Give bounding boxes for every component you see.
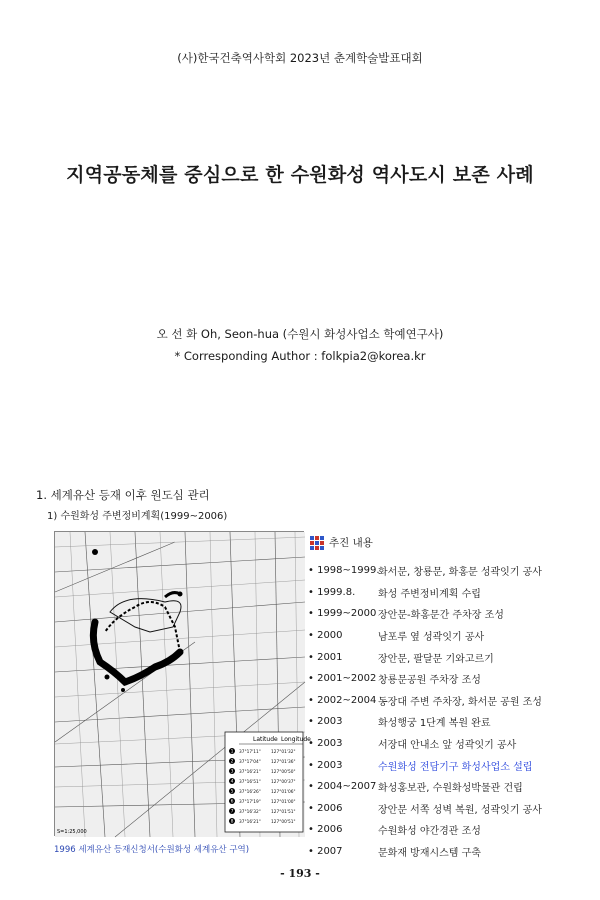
legend-lat: 37°16'51" xyxy=(239,780,261,785)
timeline-item xyxy=(308,603,598,625)
legend-num: 8 xyxy=(230,819,234,825)
timeline-item xyxy=(308,582,598,604)
timeline-year: • 2002~2004 xyxy=(308,694,377,706)
legend-lon: 127°01'06" xyxy=(271,790,296,795)
timeline-year: • 2003 xyxy=(308,716,343,728)
timeline-year: • 2001 xyxy=(308,651,343,663)
legend-lat: 37°17'04" xyxy=(239,760,261,765)
timeline-item xyxy=(308,776,598,798)
legend-num: 7 xyxy=(230,809,234,815)
timeline-item xyxy=(308,733,598,755)
timeline-year: • 2001~2002 xyxy=(308,673,377,685)
timeline-event: 동장대 주변 주차장, 화서문 공원 조성 xyxy=(378,696,542,708)
timeline-event: 화성 주변정비계획 수립 xyxy=(378,588,481,600)
legend-lat: 37°17'11" xyxy=(239,750,261,755)
subsection-heading: 1) 수원화성 주변정비계획(1999~2006) xyxy=(47,511,228,522)
legend-num: 5 xyxy=(230,789,234,795)
legend-num: 6 xyxy=(230,799,234,805)
timeline-event: 창룡문공원 주차장 조성 xyxy=(378,675,481,687)
legend-num: 3 xyxy=(230,769,234,775)
timeline-item xyxy=(308,690,598,712)
timeline-year: • 2007 xyxy=(308,846,343,858)
promotion-timeline xyxy=(308,560,598,862)
legend-lon: 127°01'32" xyxy=(271,750,296,755)
corresponding-author: * Corresponding Author : folkpia2@korea.kr xyxy=(174,349,426,363)
legend-lon: 127°00'37" xyxy=(271,780,296,785)
timeline-year: • 1999.8. xyxy=(308,586,356,598)
timeline-event: 남포루 옆 성곽잇기 공사 xyxy=(378,632,485,644)
timeline-item xyxy=(308,668,598,690)
timeline-event: 서장대 안내소 앞 성곽잇기 공사 xyxy=(378,740,517,752)
legend-lon: 127°01'36" xyxy=(271,760,296,765)
legend-num: 2 xyxy=(230,759,234,765)
map-caption: 1996 세계유산 등재신청서(수원화성 세계유산 구역) xyxy=(54,845,250,855)
timeline-event: 문화재 방재시스템 구축 xyxy=(378,848,481,860)
timeline-item xyxy=(308,560,598,582)
timeline-item xyxy=(308,754,598,776)
page-number: - 193 - xyxy=(280,867,320,880)
promotion-label-text: 추진 내용 xyxy=(329,537,373,549)
timeline-item xyxy=(308,625,598,647)
timeline-event: 장안문 서쪽 성벽 복원, 성곽잇기 공사 xyxy=(378,804,542,816)
legend-lon: 127°00'50" xyxy=(271,770,296,775)
timeline-year: • 1998~1999. xyxy=(308,565,380,577)
map-scale: S=1:25,000 xyxy=(57,829,87,835)
legend-header-lon: Longitude xyxy=(281,736,311,743)
timeline-event: 장안문, 팔달문 기와고르기 xyxy=(378,653,494,665)
legend-lon: 127°00'51" xyxy=(271,820,296,825)
legend-num: 1 xyxy=(230,749,234,755)
legend-lat: 37°17'19" xyxy=(239,800,261,805)
timeline-item xyxy=(308,841,598,863)
timeline-year: • 2000 xyxy=(308,630,343,642)
timeline-event: 화성홍보관, 수원화성박물관 건립 xyxy=(378,783,523,795)
conference-header: (사)한국건축역사학회 2023년 춘계학술발표대회 xyxy=(177,51,423,65)
legend-lat: 37°16'21" xyxy=(239,820,261,825)
timeline-event: 화서문, 창룡문, 화홍문 성곽잇기 공사 xyxy=(378,567,542,579)
legend-lat: 37°16'21" xyxy=(239,770,261,775)
author-line: 오 선 화 Oh, Seon-hua (수원시 화성사업소 학예연구사) xyxy=(156,327,444,341)
timeline-year: • 2004~2007 xyxy=(308,781,377,793)
timeline-year: • 2003 xyxy=(308,759,343,771)
timeline-item xyxy=(308,819,598,841)
legend-lon: 127°01'00" xyxy=(271,800,296,805)
timeline-year: • 2003 xyxy=(308,738,343,750)
legend-lat: 37°16'32" xyxy=(239,810,261,815)
legend-lon: 127°01'51" xyxy=(271,810,296,815)
legend-num: 4 xyxy=(230,779,234,785)
promotion-label xyxy=(310,535,373,550)
timeline-item xyxy=(308,798,598,820)
timeline-year: • 2006 xyxy=(308,824,343,836)
legend-header-lat: Latitude xyxy=(253,736,278,743)
map-drawing xyxy=(55,532,311,837)
timeline-year: • 2006 xyxy=(308,802,343,814)
timeline-event: 수원화성 야간경관 조성 xyxy=(378,826,481,838)
timeline-event: 화성행궁 1단계 복원 완료 xyxy=(378,718,491,730)
paper-title: 지역공동체를 중심으로 한 수원화성 역사도시 보존 사례 xyxy=(66,164,534,186)
timeline-item xyxy=(308,646,598,668)
legend-lat: 37°16'26" xyxy=(239,790,261,795)
timeline-event: 수원화성 전담기구 화성사업소 설립 xyxy=(378,761,533,773)
timeline-item xyxy=(308,711,598,733)
grid-bullet-icon xyxy=(310,536,324,550)
heritage-map-figure xyxy=(54,531,311,836)
timeline-year: • 1999~2000 xyxy=(308,608,377,620)
timeline-event: 장안문-화홍문간 주차장 조성 xyxy=(378,610,504,622)
section-heading: 1. 세계유산 등재 이후 원도심 관리 xyxy=(36,488,210,502)
